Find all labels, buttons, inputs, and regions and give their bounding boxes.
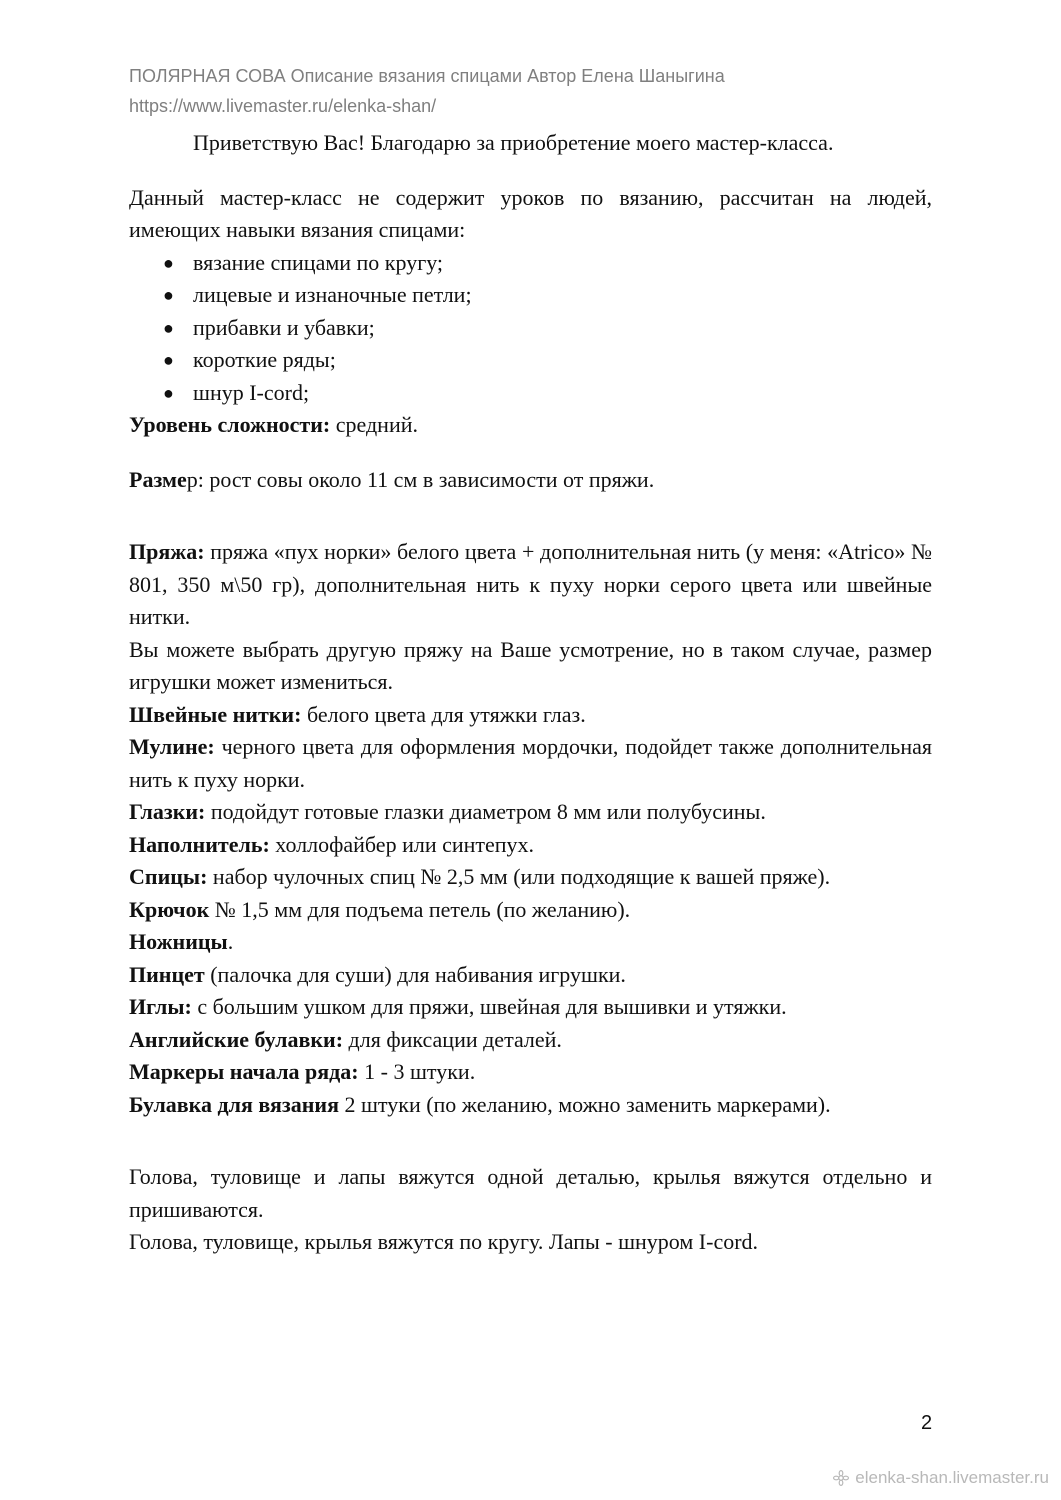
skills-list bbox=[129, 247, 932, 410]
material-value: подойдут готовые глазки диаметром 8 мм или полубусины. bbox=[205, 799, 766, 824]
list-item-text: вязание спицами по кругу; bbox=[193, 249, 444, 275]
list-item-text: короткие ряды; bbox=[193, 347, 336, 372]
bullet-icon: ● bbox=[163, 350, 174, 370]
material-line bbox=[129, 1024, 932, 1057]
greeting: Приветствую Вас! Благодарю за приобретение моего мастер-класса. bbox=[193, 130, 834, 155]
yarn-note: Вы можете выбрать другую пряжу на Ваше усмотрение, но в таком случае, размер игрушки может измениться. bbox=[129, 636, 932, 694]
material-label: Ножницы bbox=[129, 929, 228, 954]
assembly-paragraph: Голова, туловище и лапы вяжутся одной деталью, крылья вяжутся отдельно и пришиваются. bbox=[129, 1164, 932, 1222]
bullet-icon: ● bbox=[163, 382, 174, 403]
material-label: Булавка для вязания bbox=[129, 1091, 339, 1117]
material-line bbox=[129, 926, 932, 959]
list-item bbox=[129, 279, 932, 312]
yarn-label: Пряжа: bbox=[129, 539, 205, 564]
material-value: набор чулочных спиц № 2,5 мм (или подходящие к вашей пряже). bbox=[207, 864, 831, 889]
material-line bbox=[129, 829, 932, 862]
size-line bbox=[129, 464, 932, 497]
flower-icon bbox=[833, 1470, 849, 1486]
material-line bbox=[129, 1089, 932, 1122]
page-number: 2 bbox=[921, 1412, 933, 1434]
difficulty-line bbox=[129, 409, 932, 442]
materials-list bbox=[129, 699, 932, 1122]
material-label: Наполнитель: bbox=[129, 831, 270, 857]
material-line bbox=[129, 894, 932, 927]
page-content bbox=[129, 127, 932, 1259]
spacer bbox=[129, 160, 932, 182]
watermark bbox=[833, 1468, 1049, 1488]
material-line bbox=[129, 731, 932, 796]
material-line bbox=[129, 991, 932, 1024]
yarn-value: пряжа «пух норки» белого цвета + дополнительная нить (у меня: «Atrico» № 801, 350 м\50 гр), дополнительная нить к пуху норки серого цвета или швейные нитки. bbox=[129, 539, 932, 629]
material-line bbox=[129, 796, 932, 829]
material-value: 2 штуки (по желанию, можно заменить маркерами). bbox=[338, 1091, 831, 1117]
material-line bbox=[129, 699, 932, 732]
size-label-rest: р: bbox=[186, 466, 210, 492]
material-line bbox=[129, 861, 932, 894]
material-label: Пинцет bbox=[129, 961, 205, 987]
difficulty-value: средний. bbox=[330, 412, 419, 437]
header-title: ПОЛЯРНАЯ СОВА Описание вязания спицами Автор Елена Шаныгина bbox=[129, 66, 725, 86]
spacer bbox=[129, 442, 932, 464]
watermark-text: elenka-shan.livemaster.ru bbox=[855, 1468, 1049, 1487]
list-item bbox=[129, 344, 932, 377]
list-item-text: шнур I-cord; bbox=[193, 379, 310, 405]
material-value: 1 - 3 штуки. bbox=[358, 1059, 476, 1084]
material-label: Мулине: bbox=[129, 734, 215, 759]
material-label: Маркеры начала ряда: bbox=[129, 1059, 359, 1084]
material-label: Спицы: bbox=[129, 864, 208, 889]
material-label: Иглы: bbox=[129, 994, 192, 1019]
material-line bbox=[129, 1056, 932, 1089]
list-item-text: лицевые и изнаночные петли; bbox=[193, 282, 472, 307]
difficulty-label: Уровень сложности: bbox=[129, 412, 331, 437]
material-value: № 1,5 мм для подъема петель (по желанию). bbox=[214, 896, 631, 922]
material-value: черного цвета для оформления мордочки, подойдет также дополнительная нить к пуху норки. bbox=[129, 734, 932, 792]
material-value: белого цвета для утяжки глаз. bbox=[301, 701, 586, 727]
material-label: Швейные нитки: bbox=[129, 701, 302, 727]
material-line bbox=[129, 959, 932, 992]
list-item bbox=[129, 247, 932, 280]
header-url: https://www.livemaster.ru/elenka-shan/ bbox=[129, 96, 437, 116]
spacer bbox=[129, 1121, 932, 1161]
material-value: . bbox=[227, 929, 234, 954]
bullet-icon: ● bbox=[163, 252, 174, 273]
material-value: (палочка для суши) для набивания игрушки. bbox=[204, 961, 626, 987]
assembly-paragraph: Голова, туловище, крылья вяжутся по кругу. Лапы - шнуром I-cord. bbox=[129, 1229, 759, 1254]
material-label: Крючок bbox=[129, 896, 215, 922]
size-label: Разме bbox=[129, 466, 187, 492]
material-value: для фиксации деталей. bbox=[343, 1026, 562, 1052]
list-item-text: прибавки и убавки; bbox=[193, 314, 375, 340]
material-label: Английские булавки: bbox=[129, 1026, 344, 1052]
spacer bbox=[129, 496, 932, 536]
intro-paragraph: Данный мастер-класс не содержит уроков по вязанию, рассчитан на людей, имеющих навыки вязания спицами: bbox=[129, 184, 932, 242]
size-value: рост совы около 11 см в зависимости от пряжи. bbox=[209, 466, 655, 492]
yarn-paragraph bbox=[129, 536, 932, 634]
material-value: с большим ушком для пряжи, швейная для вышивки и утяжки. bbox=[191, 994, 787, 1019]
list-item bbox=[129, 312, 932, 345]
list-item bbox=[129, 377, 932, 410]
bullet-icon: ● bbox=[163, 317, 174, 338]
bullet-icon: ● bbox=[163, 285, 174, 305]
material-value: холлофайбер или синтепух. bbox=[269, 831, 535, 857]
material-label: Глазки: bbox=[129, 799, 206, 824]
